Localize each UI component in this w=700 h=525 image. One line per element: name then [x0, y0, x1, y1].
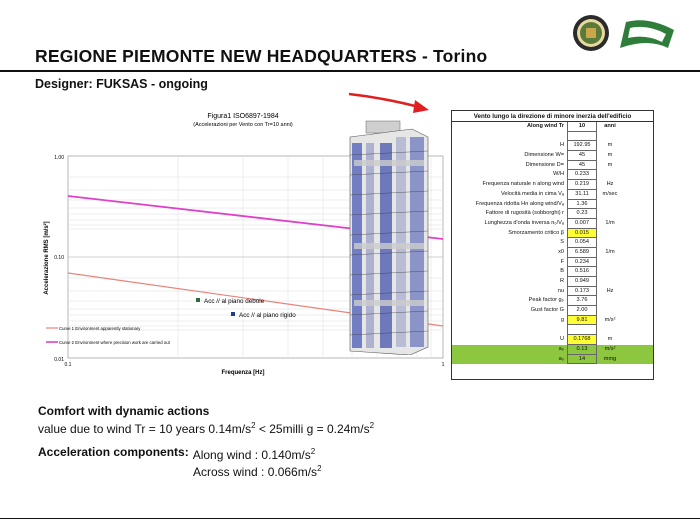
ytick-bottom: 0.01: [54, 357, 64, 363]
table-row: [452, 316, 653, 326]
table-cell-value: 0.949: [567, 277, 597, 287]
table-cell-unit: m: [607, 152, 613, 159]
comfort-sup-2: 2: [369, 420, 375, 430]
seal-logo-icon: [572, 14, 610, 52]
legend-curve-1: Curve 1 Environment apparently stationary: [59, 326, 141, 331]
table-row: [452, 151, 653, 161]
table-cell-label: [452, 325, 567, 335]
table-row: [452, 170, 653, 180]
table-cell-unit: [597, 238, 623, 248]
table-cell-label: a₀: [558, 355, 564, 362]
table-cell-value: 45: [567, 161, 597, 171]
legend-point-1: Acc // al piano debole: [204, 298, 265, 305]
table-cell-value: 0.007: [567, 219, 597, 229]
slide-subtitle: Designer: FUKSAS - ongoing: [35, 77, 208, 91]
table-cell-unit: m: [607, 142, 613, 149]
x-axis-label: Frequenza [Hz]: [221, 370, 265, 376]
table-cell-value: 0.234: [567, 258, 597, 268]
accel-across-text: Across wind : 0.066m/s: [193, 465, 318, 479]
table-row: [452, 238, 653, 248]
accel-along-sup: 2: [310, 447, 316, 456]
comfort-sup-1: 2: [251, 420, 256, 430]
accel-across: [38, 462, 322, 479]
table-cell-unit: m/s²: [604, 345, 616, 352]
table-cell-value: 6.589: [567, 248, 597, 258]
xtick-left: 0.1: [64, 362, 72, 368]
table-cell-unit: [597, 170, 623, 180]
table-cell-unit: Hz: [606, 181, 614, 188]
table-cell-unit: mmg: [603, 355, 617, 362]
table-cell-value: 0.233: [567, 170, 597, 180]
chart-subtitle: (Accelerazioni per Vento con Tr=10 anni): [193, 122, 293, 128]
red-arrow-icon: [345, 88, 435, 118]
comfort-section: [38, 404, 374, 436]
col-header-value: 10: [567, 122, 597, 132]
table-cell-value: 31.11: [567, 190, 597, 200]
table-row: [452, 180, 653, 190]
accel-along-text: Along wind : 0.140m/s: [192, 448, 311, 462]
table-row: [452, 132, 653, 142]
table-cell-value: 45: [567, 151, 597, 161]
acceleration-section: [38, 445, 322, 479]
table-cell-label: Fattore di rugosità (sobborghi) r: [485, 210, 564, 217]
table-cell-value: 0.23: [567, 209, 597, 219]
table-row: [452, 296, 653, 306]
table-cell-label: Dimensione W=: [524, 152, 564, 159]
table-cell-label: Dimensione D=: [525, 161, 564, 168]
table-row: [452, 219, 653, 229]
table-cell-label: W/H: [553, 171, 564, 178]
table-cell-label: a₀: [558, 345, 564, 352]
table-row: [452, 190, 653, 200]
table-row: [452, 161, 653, 171]
table-cell-value: 14: [567, 355, 597, 365]
table-cell-value: 0.13: [567, 345, 597, 355]
table-cell-unit: m: [607, 336, 613, 343]
table-row: [452, 267, 653, 277]
table-cell-label: Frequenza ridotta Hn along wind/Vₐ: [475, 200, 564, 207]
accel-along: [193, 445, 316, 462]
table-row: [452, 325, 653, 335]
table-cell-label: [452, 132, 567, 142]
legend-curve-2: Curve 2 Environment where precision work are carried out: [59, 340, 170, 345]
col-header-label: Along wind Tr: [527, 123, 564, 129]
table-cell-label: B: [560, 268, 564, 275]
table-cell-value: 1.36: [567, 200, 597, 210]
table-cell-unit: [597, 296, 623, 306]
table-cell-label: Lunghezza d'onda inversa n₀/Vₐ: [484, 219, 564, 226]
table-cell-value: 0.1768: [567, 335, 597, 345]
table-cell-value: 3.76: [567, 296, 597, 306]
ytick-mid: 0.10: [54, 255, 64, 261]
table-cell-label: U: [559, 336, 564, 343]
table-cell-unit: m: [607, 161, 613, 168]
flag-logo-icon: [618, 18, 676, 50]
table-cell-label: Velocità media in cima Vₐ: [500, 190, 564, 197]
table-row: [452, 200, 653, 210]
wind-data-table: [451, 110, 654, 380]
title-divider: [0, 70, 700, 72]
comfort-heading: Comfort with dynamic actions: [38, 404, 210, 418]
table-cell-value: [567, 132, 597, 142]
table-row: [452, 306, 653, 316]
table-cell-label: Frequenza naturale n along wind: [482, 181, 564, 188]
table-header: Vento lungo la direzione di minore inerzia dell'edificio: [452, 111, 653, 122]
table-cell-value: 0.219: [567, 180, 597, 190]
table-row: [452, 229, 653, 239]
table-cell-label: Peak factor gₚ: [528, 297, 564, 304]
xtick-right: 1: [441, 362, 445, 368]
table-cell-label: F: [560, 258, 564, 265]
table-row: [452, 248, 653, 258]
table-cell-unit: [597, 209, 623, 219]
table-cell-unit: m/sec: [602, 190, 618, 197]
table-row: [452, 258, 653, 268]
table-cell-unit: [597, 267, 623, 277]
table-cell-label: nu: [557, 287, 564, 294]
comfort-line: [38, 419, 374, 437]
comfort-line-mid: < 25milli g = 0.24m/s: [255, 421, 370, 436]
table-row: [452, 335, 653, 345]
table-row: [452, 141, 653, 151]
marker-stiff-axis: [231, 312, 235, 316]
chart-title: Figura1 ISO6897-1984: [207, 113, 279, 120]
table-cell-value: 2.00: [567, 306, 597, 316]
col-header-unit: anni: [604, 123, 616, 129]
table-cell-value: 0.173: [567, 287, 597, 297]
table-cell-label: Smorzamento critico β: [508, 229, 564, 236]
y-axis-label: Accelerazione RMS [m/s²]: [44, 221, 50, 295]
comfort-line-pre: value due to wind Tr = 10 years 0.14m/s: [38, 421, 252, 436]
table-cell-unit: [597, 258, 623, 268]
table-cell-unit: [597, 132, 623, 142]
table-cell-unit: 1/m: [605, 248, 615, 255]
table-cell-label: x0: [558, 248, 564, 255]
table-cell-label: H: [559, 142, 564, 149]
table-cell-value: 9.81: [567, 316, 597, 326]
table-cell-value: 192.95: [567, 141, 597, 151]
table-col-header: [452, 122, 653, 132]
marker-weak-axis: [196, 298, 200, 302]
table-cell-label: R: [559, 278, 564, 284]
accel-label: Acceleration components:: [38, 445, 189, 459]
table-cell-value: [567, 325, 597, 335]
table-cell-value: 0.516: [567, 267, 597, 277]
table-cell-unit: [597, 277, 623, 287]
table-cell-unit: [597, 200, 623, 210]
table-cell-label: Gust factor G: [530, 307, 564, 314]
table-cell-unit: Hz: [606, 287, 614, 294]
table-cell-unit: [597, 229, 623, 239]
table-cell-label: g: [560, 316, 564, 323]
table-cell-label: S: [560, 239, 564, 246]
table-cell-value: 0.054: [567, 238, 597, 248]
table-cell-unit: [597, 306, 623, 316]
table-row: [452, 287, 653, 297]
table-row: [452, 209, 653, 219]
table-row: [452, 345, 653, 355]
ytick-top: 1.00: [54, 155, 64, 161]
table-cell-value: 0.015: [567, 229, 597, 239]
footer-divider: [0, 518, 700, 519]
slide-title: REGIONE PIEMONTE NEW HEADQUARTERS - Torino: [35, 46, 488, 66]
table-cell-unit: [597, 325, 623, 335]
building-render-icon: [330, 115, 440, 355]
accel-across-sup: 2: [317, 464, 322, 473]
table-row: [452, 277, 653, 287]
table-cell-unit: m/s²: [604, 316, 616, 323]
table-cell-unit: 1/m: [605, 219, 615, 226]
table-row: [452, 355, 653, 365]
legend-point-2: Acc // al piano rigido: [239, 312, 296, 319]
